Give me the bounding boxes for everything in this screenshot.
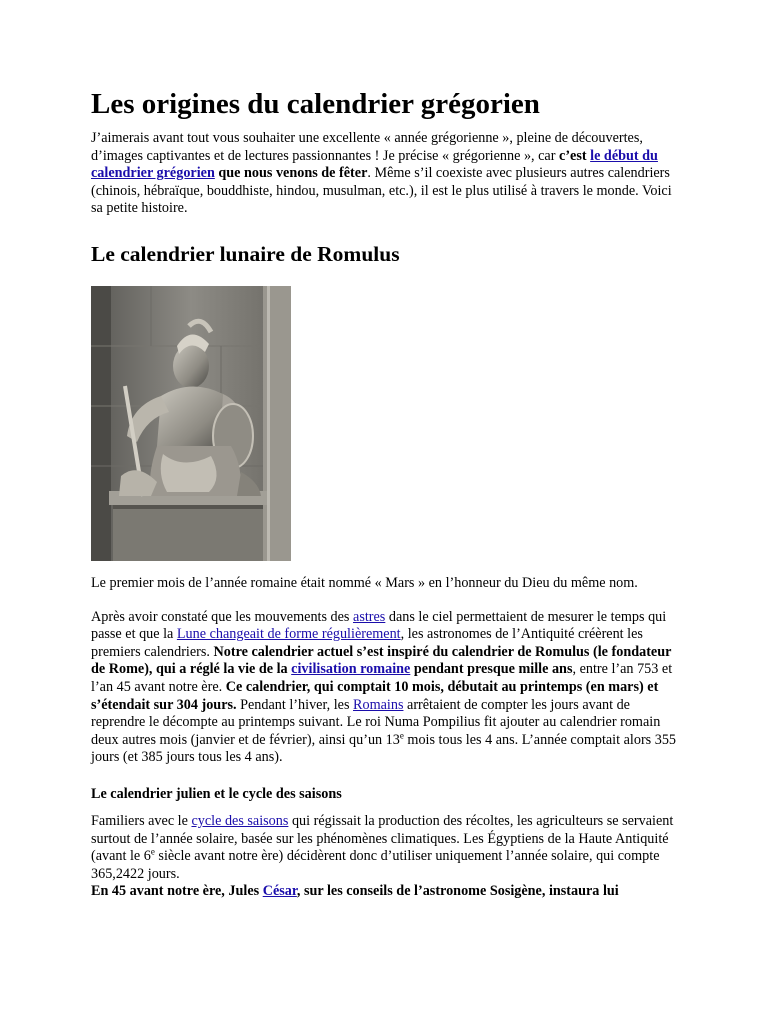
julien-paragraph bbox=[91, 813, 681, 883]
text-run: , les astronomes de l’Antiquité créèrent les premiers calendriers. bbox=[91, 626, 643, 660]
bold-text: Notre calendrier actuel s’est inspiré du calendrier de Romulus (le fondateur de Rome), qui a réglé la vie de la bbox=[91, 643, 672, 678]
intro-bold-text-2: que nous venons de fêter bbox=[214, 165, 368, 182]
statue-image bbox=[91, 286, 291, 561]
link-cesar[interactable]: César bbox=[262, 883, 297, 900]
cesar-paragraph bbox=[91, 883, 681, 901]
image-caption: Le premier mois de l’année romaine était nommé « Mars » en l’honneur du Dieu du même nom. bbox=[91, 574, 638, 591]
text-run: qui régissait la production des récoltes, les agriculteurs se servaient surtout de l’année solaire, basée sur les phénomènes climatiques. Les Égyptiens de la Haute Antiquité (avant le 6 bbox=[91, 812, 674, 865]
bold-text: pendant presque mille ans bbox=[410, 661, 573, 678]
romulus-paragraph bbox=[91, 609, 681, 767]
link-debut-calendrier[interactable]: le début du calendrier grégorien bbox=[91, 147, 658, 182]
intro-text-2: . Même s’il coexiste avec plusieurs autres calendriers (chinois, hébraïque, bouddhiste, hindou, musulman, etc.), il est le plus utilisé à travers le monde. Voici sa petite histoire. bbox=[91, 165, 672, 217]
link-romains[interactable]: Romains bbox=[353, 696, 404, 713]
superscript: e bbox=[150, 846, 155, 857]
superscript: e bbox=[399, 729, 404, 740]
link-lune[interactable]: Lune changeait de forme régulièrement bbox=[176, 626, 401, 643]
intro-bold-text: c’est bbox=[559, 147, 591, 164]
bold-text: En 45 avant notre ère, Jules bbox=[91, 883, 263, 900]
bold-run: Ce calendrier, qui comptait 10 mois, débutait au printemps (en mars) et s’étendait sur 304 jours. bbox=[91, 678, 659, 713]
text-run: Familiers avec le bbox=[91, 812, 192, 829]
link-cycle-saisons[interactable]: cycle des saisons bbox=[191, 812, 289, 829]
intro-paragraph bbox=[91, 130, 681, 218]
text-run: Après avoir constaté que les mouvements des bbox=[91, 608, 354, 625]
document-body bbox=[91, 86, 681, 901]
page-title: Les origines du calendrier grégorien bbox=[91, 88, 540, 120]
bold-text: , sur les conseils de l’astronome Sosigène, instaura lui bbox=[296, 883, 619, 900]
text-run: , entre l’an 753 et l’an 45 avant notre ère. bbox=[91, 661, 673, 695]
text-run: arrêtaient de compter les jours avant de reprendre le décompte au printemps suivant. Le roi Numa Pompilius fit ajouter au calendrier romain deux autres mois (janvier et de février), ainsi qu’un 13 bbox=[91, 696, 661, 748]
intro-text: J’aimerais avant tout vous souhaiter une excellente « année grégorienne », pleine de découvertes, d’images captivantes et de lectures passionnantes ! Je précise « grégorienne », car bbox=[91, 130, 643, 164]
text-run: siècle avant notre ère) décidèrent donc d’utiliser uniquement l’année solaire, qui compte 365,2422 jours. bbox=[91, 848, 660, 882]
text-run: Pendant l’hiver, les bbox=[236, 696, 354, 713]
section-heading-julien: Le calendrier julien et le cycle des saisons bbox=[91, 785, 342, 802]
bold-run bbox=[91, 883, 619, 899]
link-civilisation-romaine[interactable]: civilisation romaine bbox=[291, 661, 411, 678]
link-astres[interactable]: astres bbox=[353, 608, 386, 625]
text-run: dans le ciel permettaient de mesurer le temps qui passe et que la bbox=[91, 608, 667, 643]
text-run: mois tous les 4 ans. L’année comptait alors 355 jours (et 385 jours tous les 4 ans). bbox=[91, 731, 677, 766]
section-heading-romulus: Le calendrier lunaire de Romulus bbox=[91, 241, 400, 266]
